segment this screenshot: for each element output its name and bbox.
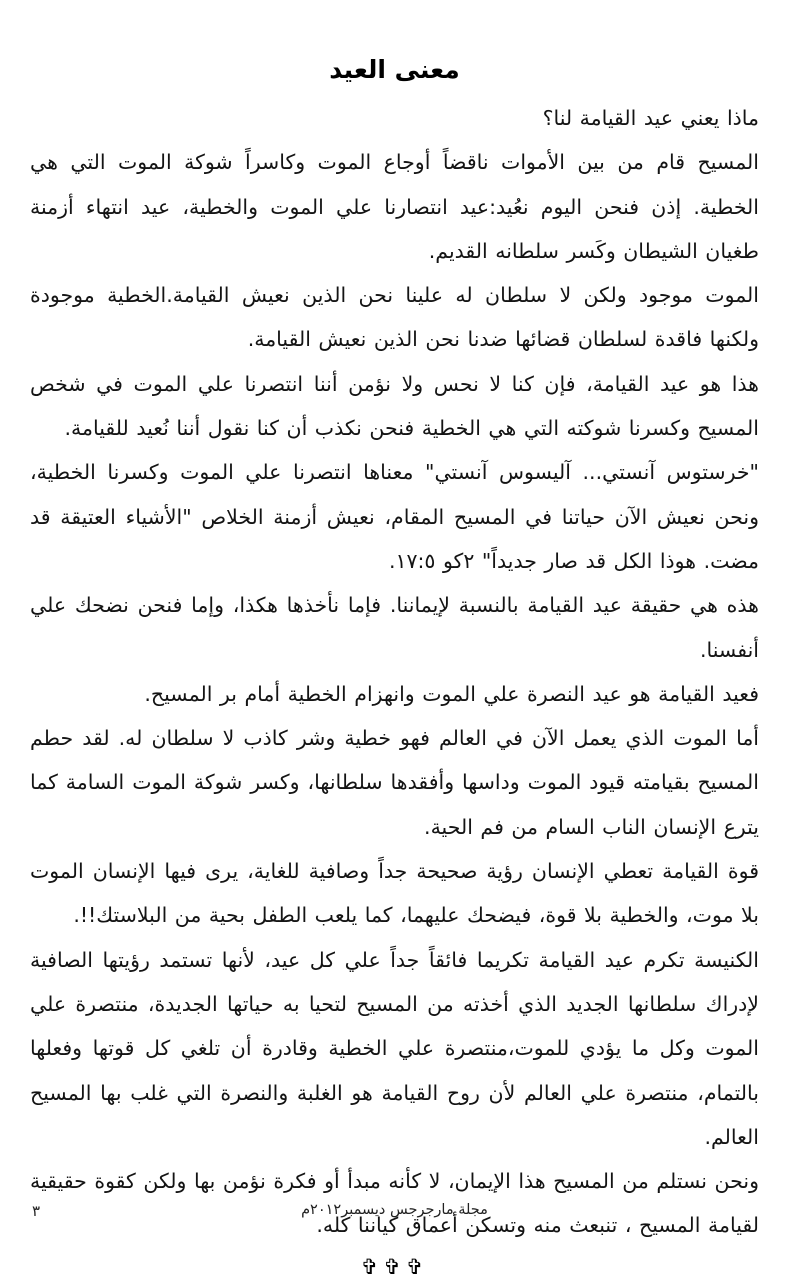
paragraph: الموت موجود ولكن لا سلطان له علينا نحن الذين نعيش القيامة.الخطية موجودة ولكنها فاقدة لسلطان قضائها ضدنا نحن الذين نعيش القيامة. bbox=[30, 283, 759, 352]
paragraph: قوة القيامة تعطي الإنسان رؤية صحيحة جداً وصافية للغاية، يرى فيها الإنسان الموت بلا موت، والخطية بلا قوة، فيضحك عليهما، كما يلعب الطفل بحية من البلاستك!!. bbox=[30, 859, 759, 928]
article-body bbox=[30, 50, 759, 1279]
paragraph: "خرستوس آنستي... آليسوس آنستي" معناها انتصرنا علي الموت وكسرنا الخطية، ونحن نعيش الآن حياتنا في المسيح المقام، نعيش أزمنة الخلاص "الأشياء العتيقة قد مضت. هوذا الكل قد صار جديداً" ٢كو ١٧:٥. bbox=[30, 460, 759, 573]
paragraph: فعيد القيامة هو عيد النصرة علي الموت وانهزام الخطية أمام بر المسيح. bbox=[144, 681, 759, 706]
footer-page-number: ٣ bbox=[32, 1202, 41, 1220]
paragraph: الكنيسة تكرم عيد القيامة تكريما فائقاً جداً علي كل عيد، لأنها تستمد رؤيتها الصافية لإدراك سلطانها الجديد الذي أخذته من المسيح لتحيا به حياتها الجديدة، منتصرة علي الموت وكل ما يؤدي للموت،منتصرة علي الخطية وقادرة أن تلغي كل قوتها وفعلها بالتمام، منتصرة علي العالم لأن روح القيامة هو الغلبة والنصرة التي غلب بها المسيح العالم. bbox=[30, 947, 759, 1149]
triple-cross-icon: ✞✞✞ bbox=[360, 1254, 429, 1279]
paragraph: المسيح قام من بين الأموات ناقضاً أوجاع الموت وكاسراً شوكة الموت التي هي الخطية. إذن فنحن اليوم نعُيد:عيد انتصارنا علي الموت والخطية، عيد انتهاء أزمنة طغيان الشيطان وكَسر سلطانه القديم. bbox=[30, 150, 759, 263]
page-footer bbox=[0, 1202, 789, 1232]
footer-journal-title: مجلة مارجرجس ديسمبر٢٠١٢م bbox=[301, 1202, 488, 1218]
page-title: معنى العيد bbox=[329, 55, 460, 84]
paragraph: ماذا يعني عيد القيامة لنا؟ bbox=[542, 106, 759, 130]
paragraph: ونحن نستلم من المسيح هذا الإيمان، لا كأنه مبدأ أو فكرة نؤمن بها ولكن كقوة حقيقية لقيامة المسيح ، تنبعث منه وتسكن أعماق كياننا كله. bbox=[30, 1169, 759, 1238]
paragraph: هذه هي حقيقة عيد القيامة بالنسبة لإيماننا. فإما نأخذها هكذا، وإما فنحن نضحك علي أنفسنا. bbox=[30, 593, 759, 662]
paragraph: أما الموت الذي يعمل الآن في العالم فهو خطية وشر كاذب لا سلطان له. لقد حطم المسيح بقيامته قيود الموت وداسها وأفقدها سلطانها، وكسر شوكة الموت السامة كما يترع الإنسان الناب السام من فم الحية. bbox=[30, 726, 759, 839]
paragraph: هذا هو عيد القيامة، فإن كنا لا نحس ولا نؤمن أننا انتصرنا علي الموت في شخص المسيح وكسرنا شوكته التي هي الخطية فنحن نكذب أن كنا نقول أننا نُعيد للقيامة. bbox=[30, 371, 759, 441]
